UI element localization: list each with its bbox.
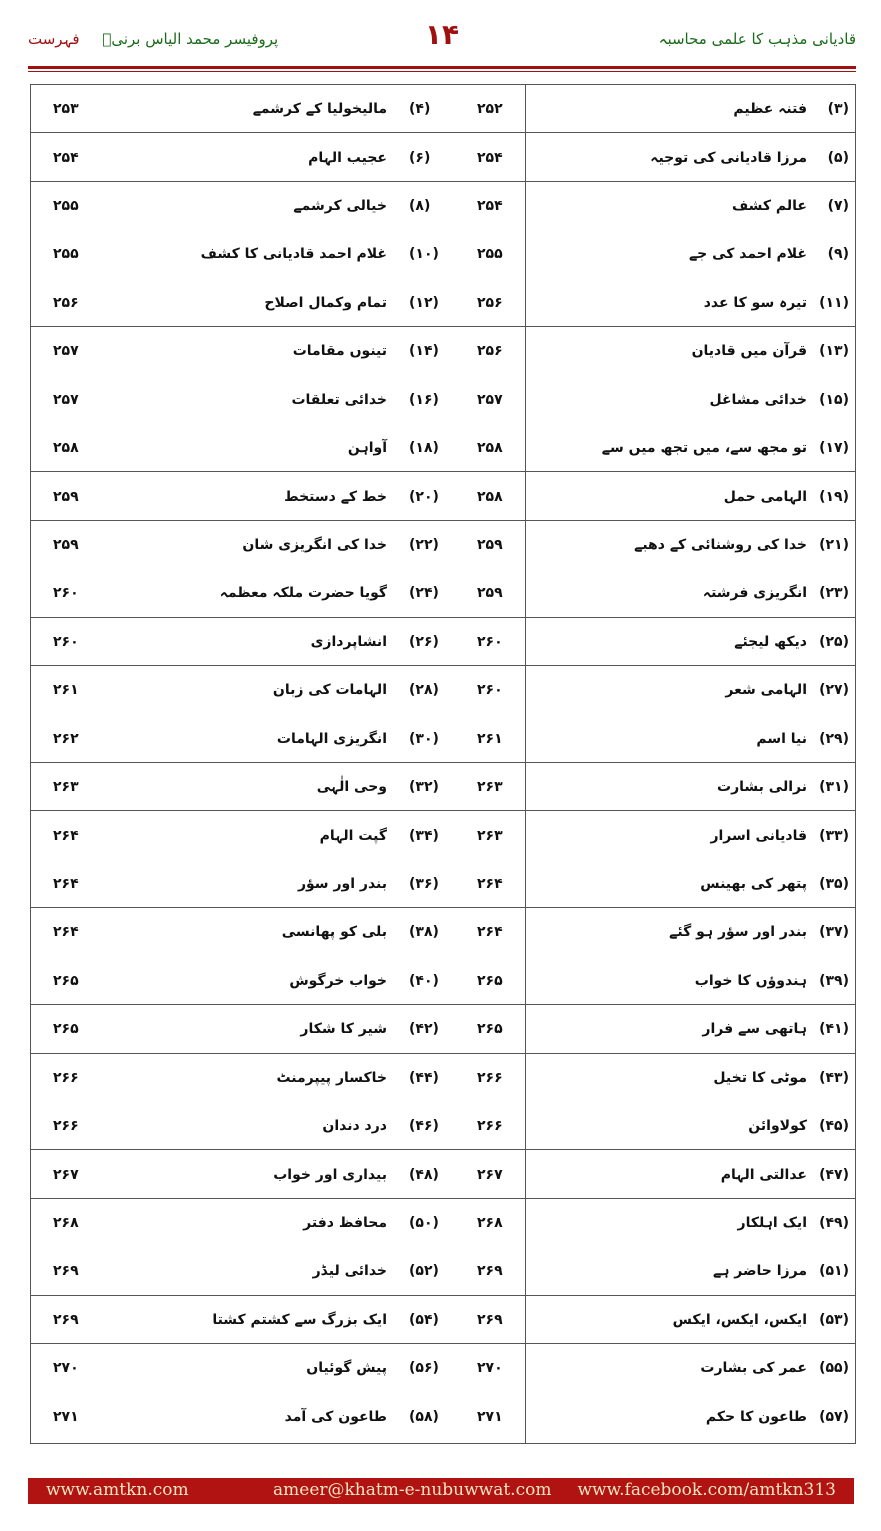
author-section bbox=[28, 30, 278, 48]
entry-title: آواہن bbox=[347, 440, 387, 457]
entry-title: فتنہ عظیم bbox=[733, 101, 807, 118]
toc-row bbox=[31, 327, 855, 375]
entry-title: الہامی شعر bbox=[725, 682, 807, 699]
entry-title: عمر کی بشارت bbox=[700, 1360, 807, 1377]
entry-number: (۲۰) bbox=[409, 488, 439, 505]
entry-page: ۲۶۵ bbox=[477, 1021, 503, 1038]
entry-page: ۲۵۸ bbox=[477, 440, 503, 457]
entry-page: ۲۵۳ bbox=[53, 101, 79, 118]
entry-title: خدا کی انگریزی شان bbox=[242, 537, 387, 554]
entry-number: (۴۸) bbox=[409, 1166, 439, 1183]
entry-title: پتھر کی بھینس bbox=[700, 876, 807, 893]
entry-number: (۳۸) bbox=[409, 924, 439, 941]
toc-row bbox=[31, 376, 855, 424]
table-of-contents bbox=[30, 84, 856, 1444]
toc-group bbox=[31, 763, 855, 811]
book-title: قادیانی مذہب کا علمی محاسبہ bbox=[658, 30, 856, 48]
toc-row bbox=[31, 279, 855, 327]
entry-page: ۲۶۳ bbox=[53, 779, 79, 796]
entry-page: ۲۶۱ bbox=[477, 730, 503, 747]
entry-page: ۲۶۶ bbox=[477, 1118, 503, 1135]
entry-title: خواب خرگوش bbox=[289, 972, 387, 989]
toc-group bbox=[31, 618, 855, 666]
entry-number: (۱۶) bbox=[409, 391, 439, 408]
entry-number: (۳۰) bbox=[409, 730, 439, 747]
entry-page: ۲۵۴ bbox=[477, 149, 503, 166]
toc-group bbox=[31, 182, 855, 327]
entry-title: خدائی مشاغل bbox=[709, 391, 807, 408]
toc-group bbox=[31, 133, 855, 181]
entry-title: ہاتھی سے فرار bbox=[702, 1021, 807, 1038]
entry-title: ایک بزرگ سے کشتم کشتا bbox=[212, 1311, 387, 1328]
entry-page: ۲۷۱ bbox=[477, 1408, 503, 1425]
entry-page: ۲۶۰ bbox=[53, 585, 79, 602]
entry-title: نرالی بشارت bbox=[717, 779, 807, 796]
entry-page: ۲۵۷ bbox=[477, 391, 503, 408]
entry-page: ۲۶۹ bbox=[53, 1263, 79, 1280]
entry-number: (۴۵) bbox=[819, 1118, 849, 1135]
toc-row bbox=[31, 230, 855, 278]
entry-title: شیر کا شکار bbox=[300, 1021, 387, 1038]
entry-page: ۲۶۸ bbox=[53, 1215, 79, 1232]
entry-page: ۲۶۹ bbox=[477, 1311, 503, 1328]
toc-group bbox=[31, 327, 855, 472]
entry-title: بلی کو پھانسی bbox=[281, 924, 387, 941]
entry-title: طاعون کی آمد bbox=[284, 1408, 387, 1425]
entry-title: ہندوؤں کا خواب bbox=[694, 972, 807, 989]
footer-website[interactable]: www.amtkn.com bbox=[46, 1480, 189, 1500]
entry-number: (۵۷) bbox=[819, 1408, 849, 1425]
toc-row bbox=[31, 811, 855, 859]
entry-title: عدالتی الہام bbox=[720, 1166, 807, 1183]
toc-row bbox=[31, 1150, 855, 1198]
toc-row bbox=[31, 569, 855, 617]
entry-title: خدا کی روشنائی کے دھبے bbox=[634, 537, 807, 554]
toc-row bbox=[31, 1005, 855, 1053]
entry-page: ۲۶۶ bbox=[53, 1118, 79, 1135]
toc-group bbox=[31, 908, 855, 1005]
footer-email[interactable]: ameer@khatm-e-nubuwwat.com bbox=[273, 1480, 552, 1500]
entry-page: ۲۶۱ bbox=[53, 682, 79, 699]
entry-page: ۲۶۴ bbox=[53, 827, 79, 844]
toc-row bbox=[31, 1247, 855, 1295]
section-label: فہرست bbox=[28, 30, 80, 48]
entry-number: (۴۰) bbox=[409, 972, 439, 989]
entry-page: ۲۶۴ bbox=[53, 876, 79, 893]
entry-number: (۲۳) bbox=[819, 585, 849, 602]
toc-group bbox=[31, 811, 855, 908]
entry-number: (۲۱) bbox=[819, 537, 849, 554]
entry-title: طاعون کا حکم bbox=[705, 1408, 807, 1425]
entry-page: ۲۵۹ bbox=[53, 488, 79, 505]
entry-number: (۹) bbox=[827, 246, 849, 263]
entry-title: ایک اہلکار bbox=[737, 1215, 807, 1232]
entry-title: بیداری اور خواب bbox=[273, 1166, 387, 1183]
entry-number: (۱۱) bbox=[819, 294, 849, 311]
entry-number: (۱۹) bbox=[819, 488, 849, 505]
page-footer bbox=[28, 1478, 854, 1504]
entry-title: خدائی لیڈر bbox=[312, 1263, 387, 1280]
toc-row bbox=[31, 182, 855, 230]
entry-number: (۲۶) bbox=[409, 633, 439, 650]
entry-number: (۵۰) bbox=[409, 1215, 439, 1232]
toc-row bbox=[31, 472, 855, 520]
entry-page: ۲۵۵ bbox=[53, 198, 79, 215]
toc-group bbox=[31, 1054, 855, 1151]
entry-title: غلام احمد کی جے bbox=[688, 246, 807, 263]
header-rule-thin bbox=[28, 71, 856, 72]
entry-title: انگریزی فرشتہ bbox=[702, 585, 807, 602]
entry-title: الہامات کی زبان bbox=[272, 682, 387, 699]
entry-page: ۲۶۴ bbox=[477, 876, 503, 893]
entry-page: ۲۷۱ bbox=[53, 1408, 79, 1425]
toc-row bbox=[31, 715, 855, 763]
entry-page: ۲۶۰ bbox=[477, 633, 503, 650]
entry-number: (۱۸) bbox=[409, 440, 439, 457]
entry-page: ۲۵۶ bbox=[53, 294, 79, 311]
toc-group bbox=[31, 521, 855, 618]
entry-title: خدائی تعلقات bbox=[291, 391, 387, 408]
entry-title: عالم کشف bbox=[732, 198, 807, 215]
toc-group bbox=[31, 1344, 855, 1441]
entry-page: ۲۷۰ bbox=[477, 1360, 503, 1377]
entry-title: دیکھ لیجئے bbox=[734, 633, 807, 650]
entry-number: (۶) bbox=[409, 149, 431, 166]
toc-group bbox=[31, 666, 855, 763]
toc-group bbox=[31, 1199, 855, 1296]
entry-number: (۵۱) bbox=[819, 1263, 849, 1280]
entry-number: (۲۵) bbox=[819, 633, 849, 650]
entry-title: محافظ دفتر bbox=[303, 1215, 387, 1232]
entry-title: تینوں مقامات bbox=[292, 343, 387, 360]
entry-number: (۴۳) bbox=[819, 1069, 849, 1086]
entry-page: ۲۶۳ bbox=[477, 779, 503, 796]
entry-page: ۲۵۵ bbox=[477, 246, 503, 263]
entry-page: ۲۵۹ bbox=[477, 537, 503, 554]
entry-page: ۲۶۹ bbox=[477, 1263, 503, 1280]
entry-number: (۱۷) bbox=[819, 440, 849, 457]
toc-group bbox=[31, 85, 855, 133]
entry-page: ۲۶۷ bbox=[53, 1166, 79, 1183]
toc-row bbox=[31, 1102, 855, 1150]
entry-page: ۲۵۴ bbox=[53, 149, 79, 166]
toc-row bbox=[31, 860, 855, 908]
entry-page: ۲۵۹ bbox=[53, 537, 79, 554]
entry-title: پیش گوئیاں bbox=[306, 1360, 387, 1377]
entry-number: (۷) bbox=[827, 198, 849, 215]
entry-page: ۲۵۵ bbox=[53, 246, 79, 263]
entry-number: (۲۹) bbox=[819, 730, 849, 747]
entry-number: (۵۴) bbox=[409, 1311, 439, 1328]
entry-page: ۲۵۸ bbox=[53, 440, 79, 457]
entry-number: (۴۱) bbox=[819, 1021, 849, 1038]
entry-page: ۲۶۰ bbox=[53, 633, 79, 650]
entry-title: تو مجھ سے، میں تجھ میں سے bbox=[601, 440, 807, 457]
entry-number: (۲۴) bbox=[409, 585, 439, 602]
toc-group bbox=[31, 1005, 855, 1053]
entry-number: (۱۵) bbox=[819, 391, 849, 408]
entry-title: ایکس، ایکس، ایکس bbox=[672, 1311, 807, 1328]
entry-title: انشاپردازی bbox=[310, 633, 387, 650]
entry-title: الہامی حمل bbox=[723, 488, 807, 505]
entry-page: ۲۶۳ bbox=[477, 827, 503, 844]
entry-page: ۲۵۴ bbox=[477, 198, 503, 215]
entry-number: (۴۷) bbox=[819, 1166, 849, 1183]
entry-title: قرآن میں قادیان bbox=[691, 343, 807, 360]
entry-number: (۱۲) bbox=[409, 294, 439, 311]
entry-page: ۲۵۶ bbox=[477, 343, 503, 360]
entry-page: ۲۶۶ bbox=[477, 1069, 503, 1086]
entry-title: عجیب الہام bbox=[308, 149, 387, 166]
entry-page: ۲۶۲ bbox=[53, 730, 79, 747]
entry-page: ۲۶۴ bbox=[477, 924, 503, 941]
entry-number: (۳) bbox=[827, 101, 849, 118]
entry-page: ۲۶۹ bbox=[53, 1311, 79, 1328]
toc-row bbox=[31, 763, 855, 811]
entry-title: کولاوائن bbox=[748, 1118, 807, 1135]
header-rule bbox=[28, 66, 856, 69]
entry-number: (۳۱) bbox=[819, 779, 849, 796]
entry-page: ۲۵۸ bbox=[477, 488, 503, 505]
entry-title: خط کے دستخط bbox=[284, 488, 387, 505]
page-number: ۱۴ bbox=[424, 18, 460, 51]
entry-number: (۳۳) bbox=[819, 827, 849, 844]
entry-number: (۳۷) bbox=[819, 924, 849, 941]
entry-number: (۲۲) bbox=[409, 537, 439, 554]
toc-row bbox=[31, 1344, 855, 1392]
entry-title: بندر اور سؤر ہو گئے bbox=[669, 924, 807, 941]
entry-number: (۴۶) bbox=[409, 1118, 439, 1135]
entry-title: تمام وکمال اصلاح bbox=[264, 294, 387, 311]
toc-row bbox=[31, 666, 855, 714]
entry-page: ۲۶۵ bbox=[477, 972, 503, 989]
entry-number: (۵) bbox=[827, 149, 849, 166]
entry-title: خاکسار پیپرمنٹ bbox=[276, 1069, 387, 1086]
entry-number: (۳۶) bbox=[409, 876, 439, 893]
entry-number: (۴۲) bbox=[409, 1021, 439, 1038]
toc-row bbox=[31, 1296, 855, 1344]
entry-number: (۱۴) bbox=[409, 343, 439, 360]
entry-title: قادیانی اسرار bbox=[710, 827, 807, 844]
entry-page: ۲۶۰ bbox=[477, 682, 503, 699]
entry-number: (۴۹) bbox=[819, 1215, 849, 1232]
entry-page: ۲۵۷ bbox=[53, 391, 79, 408]
entry-number: (۴۴) bbox=[409, 1069, 439, 1086]
entry-page: ۲۶۴ bbox=[53, 924, 79, 941]
entry-title: انگریزی الہامات bbox=[276, 730, 387, 747]
entry-page: ۲۶۸ bbox=[477, 1215, 503, 1232]
entry-number: (۵۵) bbox=[819, 1360, 849, 1377]
entry-number: (۳۵) bbox=[819, 876, 849, 893]
entry-number: (۲۷) bbox=[819, 682, 849, 699]
entry-number: (۲۸) bbox=[409, 682, 439, 699]
entry-page: ۲۶۵ bbox=[53, 972, 79, 989]
entry-number: (۸) bbox=[409, 198, 431, 215]
entry-title: موٹی کا تخیل bbox=[713, 1069, 807, 1086]
author-name: پروفیسر محمد الیاس برنیؒ bbox=[102, 30, 279, 48]
entry-title: غلام احمد قادیانی کا کشف bbox=[200, 246, 387, 263]
entry-number: (۵۸) bbox=[409, 1408, 439, 1425]
toc-row bbox=[31, 521, 855, 569]
entry-number: (۵۶) bbox=[409, 1360, 439, 1377]
entry-number: (۵۳) bbox=[819, 1311, 849, 1328]
entry-title: گویا حضرت ملکہ معظمہ bbox=[219, 585, 387, 602]
footer-facebook[interactable]: www.facebook.com/amtkn313 bbox=[577, 1480, 836, 1500]
entry-title: مالیخولیا کے کرشمے bbox=[252, 101, 387, 118]
entry-number: (۵۲) bbox=[409, 1263, 439, 1280]
entry-page: ۲۷۰ bbox=[53, 1360, 79, 1377]
entry-title: مرزا قادیانی کی توجیہ bbox=[650, 149, 807, 166]
entry-page: ۲۶۵ bbox=[53, 1021, 79, 1038]
entry-title: وحی الٰہی bbox=[316, 779, 387, 796]
entry-number: (۴) bbox=[409, 101, 431, 118]
entry-title: بندر اور سؤر bbox=[297, 876, 387, 893]
entry-number: (۳۲) bbox=[409, 779, 439, 796]
entry-page: ۲۶۷ bbox=[477, 1166, 503, 1183]
entry-page: ۲۵۷ bbox=[53, 343, 79, 360]
toc-group bbox=[31, 472, 855, 520]
entry-page: ۲۵۲ bbox=[477, 101, 503, 118]
toc-row bbox=[31, 1054, 855, 1102]
toc-row bbox=[31, 1393, 855, 1441]
entry-title: خیالی کرشمے bbox=[293, 198, 387, 215]
entry-title: نیا اسم bbox=[756, 730, 807, 747]
entry-number: (۱۰) bbox=[409, 246, 439, 263]
entry-number: (۳۹) bbox=[819, 972, 849, 989]
entry-page: ۲۵۹ bbox=[477, 585, 503, 602]
toc-row bbox=[31, 1199, 855, 1247]
page-header bbox=[28, 18, 856, 66]
entry-title: گپت الہام bbox=[319, 827, 387, 844]
entry-number: (۳۴) bbox=[409, 827, 439, 844]
entry-title: مرزا حاضر ہے bbox=[713, 1263, 807, 1280]
toc-row bbox=[31, 133, 855, 181]
entry-number: (۱۳) bbox=[819, 343, 849, 360]
entry-title: تیرہ سو کا عدد bbox=[703, 294, 807, 311]
toc-row bbox=[31, 424, 855, 472]
entry-page: ۲۶۶ bbox=[53, 1069, 79, 1086]
toc-row bbox=[31, 85, 855, 133]
toc-row bbox=[31, 618, 855, 666]
toc-group bbox=[31, 1296, 855, 1344]
toc-row bbox=[31, 957, 855, 1005]
toc-row bbox=[31, 908, 855, 956]
entry-title: درد دندان bbox=[322, 1118, 387, 1135]
toc-group bbox=[31, 1150, 855, 1198]
entry-page: ۲۵۶ bbox=[477, 294, 503, 311]
